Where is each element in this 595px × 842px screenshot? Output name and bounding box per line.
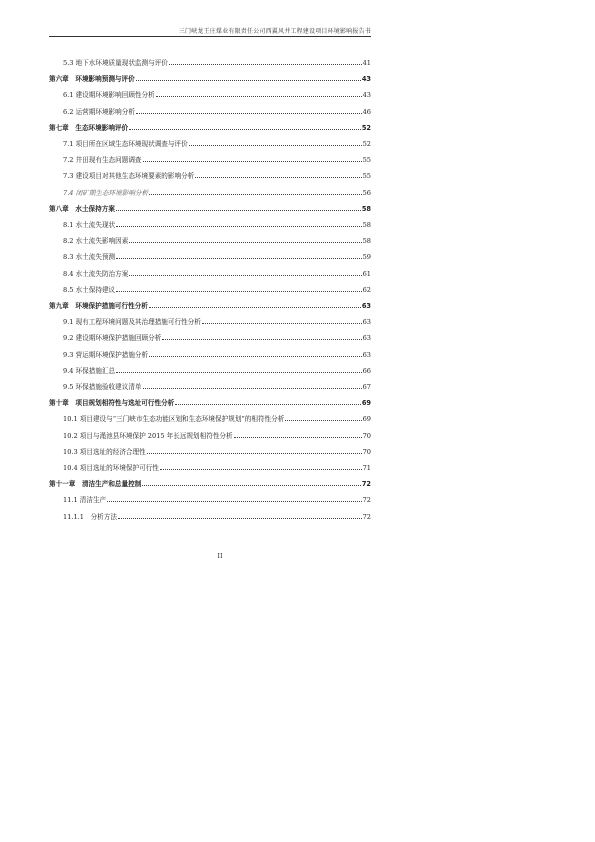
toc-entry-label: 7.2 井田现有生态问题调查 [63, 156, 142, 165]
toc-section-entry[interactable] [49, 187, 371, 197]
toc-entry-page-number: 58 [361, 204, 371, 213]
toc-entry-page-number: 69 [361, 399, 371, 408]
dot-leader [116, 226, 361, 227]
toc-section-entry[interactable] [49, 138, 371, 148]
toc-entry-label: 10.4 项目选址的环境保护可行性 [63, 464, 159, 472]
toc-entry-label: 6.1 建设期环境影响回顾性分析 [63, 91, 155, 100]
toc-entry-label: 第十章 项目规划相符性与选址可行性分析 [49, 399, 175, 408]
toc-entry-page-number: 72 [362, 512, 371, 521]
toc-entry-label: 11.1.1 分析方法 [63, 512, 117, 521]
toc-entry-page-number: 46 [362, 107, 371, 116]
toc-entry-page-number: 71 [362, 464, 371, 472]
toc-entry-label: 9.3 营运期环境保护措施分析 [63, 350, 149, 359]
dot-leader [149, 356, 361, 357]
toc-section-entry[interactable] [49, 219, 371, 229]
toc-entry-label: 第八章 水土保持方案 [49, 204, 115, 213]
toc-entry-page-number: 59 [362, 253, 371, 262]
dot-leader [149, 194, 361, 195]
toc-entry-page-number: 69 [362, 415, 371, 424]
dot-leader [136, 113, 362, 114]
dot-leader [147, 453, 362, 454]
toc-chapter-entry[interactable] [49, 73, 371, 83]
page-number: II [217, 552, 223, 560]
toc-entry-page-number: 56 [362, 188, 371, 197]
toc-section-entry[interactable] [49, 268, 371, 278]
dot-leader [116, 210, 361, 211]
toc-section-entry[interactable] [49, 349, 371, 359]
toc-section-entry[interactable] [49, 446, 371, 456]
toc-section-entry[interactable] [49, 494, 371, 504]
toc-section-entry[interactable] [49, 106, 371, 116]
toc-entry-page-number: 43 [361, 75, 371, 84]
toc-section-entry[interactable] [49, 57, 371, 67]
toc-entry-label: 8.1 水土流失现状 [63, 221, 116, 229]
toc-section-entry[interactable] [49, 430, 371, 440]
toc-entry-label: 第九章 环境保护措施可行性分析 [49, 302, 148, 310]
toc-entry-page-number: 52 [362, 140, 371, 148]
toc-entry-label: 8.3 水土流失预测 [63, 253, 116, 262]
toc-section-entry[interactable] [49, 413, 371, 423]
toc-entry-label: 7.4 闭矿期生态环境影响分析 [63, 188, 149, 197]
toc-entry-page-number: 58 [362, 221, 371, 229]
toc-entry-page-number: 55 [362, 172, 371, 181]
toc-entry-page-number: 72 [361, 480, 371, 489]
toc-entry-page-number: 61 [362, 269, 371, 278]
toc-section-entry[interactable] [49, 462, 371, 472]
toc-section-entry[interactable] [49, 316, 371, 326]
toc-entry-page-number: 43 [362, 91, 371, 100]
dot-leader [142, 485, 361, 486]
toc-entry-page-number: 41 [362, 59, 371, 67]
running-header: 三门峡龙王庄煤业有限责任公司西翼风井工程建设项目环境影响报告书 [178, 28, 371, 35]
dot-leader [116, 372, 361, 373]
toc-entry-page-number: 58 [362, 237, 371, 246]
toc-entry-label: 8.5 水土保持建议 [63, 285, 116, 294]
dot-leader [189, 145, 362, 146]
toc-entry-label: 第七章 生态环境影响评价 [49, 123, 129, 132]
toc-entry-page-number: 70 [362, 431, 371, 440]
dot-leader [160, 469, 362, 470]
toc-entry-label: 第十一章 清洁生产和总量控制 [49, 480, 142, 489]
toc-entry-page-number: 72 [362, 496, 371, 505]
toc-section-entry[interactable] [49, 381, 371, 391]
toc-section-entry[interactable] [49, 235, 371, 245]
toc-chapter-entry[interactable] [49, 478, 371, 488]
header-rule [49, 36, 371, 37]
toc-section-entry[interactable] [49, 251, 371, 261]
toc-entry-page-number: 70 [362, 447, 371, 456]
toc-entry-page-number: 52 [361, 123, 371, 132]
dot-leader [162, 339, 361, 340]
toc-entry-page-number: 63 [362, 318, 371, 327]
dot-leader [143, 161, 362, 162]
toc-entry-page-number: 63 [361, 302, 371, 310]
toc-entry-label: 6.2 运营期环境影响分析 [63, 107, 135, 116]
dot-leader [195, 177, 361, 178]
dot-leader [107, 501, 361, 502]
dot-leader [116, 258, 361, 259]
dot-leader [175, 404, 361, 405]
toc-entry-page-number: 63 [362, 334, 371, 343]
toc-entry-page-number: 63 [362, 350, 371, 359]
toc-chapter-entry[interactable] [49, 203, 371, 213]
toc-section-entry[interactable] [49, 89, 371, 99]
toc-entry-label: 7.1 项目所在区域生态环境现状调查与评价 [63, 140, 188, 148]
toc-entry-label: 5.3 地下水环境质量现状监测与评价 [63, 59, 168, 67]
toc-chapter-entry[interactable] [49, 300, 371, 310]
toc-entry-label: 9.4 环保措施汇总 [63, 366, 116, 375]
toc-entry-label: 8.2 水土流失影响因素 [63, 237, 129, 246]
toc-entry-label: 10.1 项目建设与“三门峡市生态功能区划和生态环境保护规划”的相符性分析 [63, 415, 285, 424]
toc-chapter-entry[interactable] [49, 122, 371, 132]
dot-leader [143, 388, 362, 389]
dot-leader [202, 323, 362, 324]
dot-leader [129, 275, 361, 276]
toc-entry-label: 11.1 清洁生产 [63, 496, 107, 505]
dot-leader [129, 242, 361, 243]
toc-entry-page-number: 62 [362, 285, 371, 294]
toc-entry-page-number: 66 [362, 366, 371, 375]
toc-section-entry[interactable] [49, 284, 371, 294]
dot-leader [285, 420, 361, 421]
toc-section-entry[interactable] [49, 170, 371, 180]
toc-entry-label: 10.2 项目与渑池县环境保护 2015 年长远规划相符性分析 [63, 431, 233, 440]
toc-entry-label: 9.2 建设期环境保护措施回顾分析 [63, 334, 162, 343]
toc-section-entry[interactable] [49, 511, 371, 521]
dot-leader [118, 518, 362, 519]
toc-entry-page-number: 55 [362, 156, 371, 165]
toc-section-entry[interactable] [49, 154, 371, 164]
toc-section-entry[interactable] [49, 332, 371, 342]
dot-leader [234, 437, 362, 438]
toc-section-entry[interactable] [49, 365, 371, 375]
toc-entry-label: 9.1 现有工程环境问题及其治理措施可行性分析 [63, 318, 201, 327]
toc-entry-label: 7.3 建设项目对其他生态环境要素的影响分析 [63, 172, 195, 181]
toc-entry-label: 第六章 环境影响预测与评价 [49, 75, 135, 84]
dot-leader [136, 80, 361, 81]
dot-leader [156, 96, 362, 97]
toc-entry-label: 8.4 水土流失防治方案 [63, 269, 129, 278]
toc-entry-label: 10.3 项目选址的经济合理性 [63, 447, 146, 456]
dot-leader [116, 291, 361, 292]
dot-leader [129, 129, 361, 130]
dot-leader [149, 307, 361, 308]
toc-entry-page-number: 67 [362, 383, 371, 391]
toc-entry-label: 9.5 环保措施验收建议清单 [63, 383, 142, 391]
dot-leader [169, 64, 362, 65]
toc-chapter-entry[interactable] [49, 397, 371, 407]
